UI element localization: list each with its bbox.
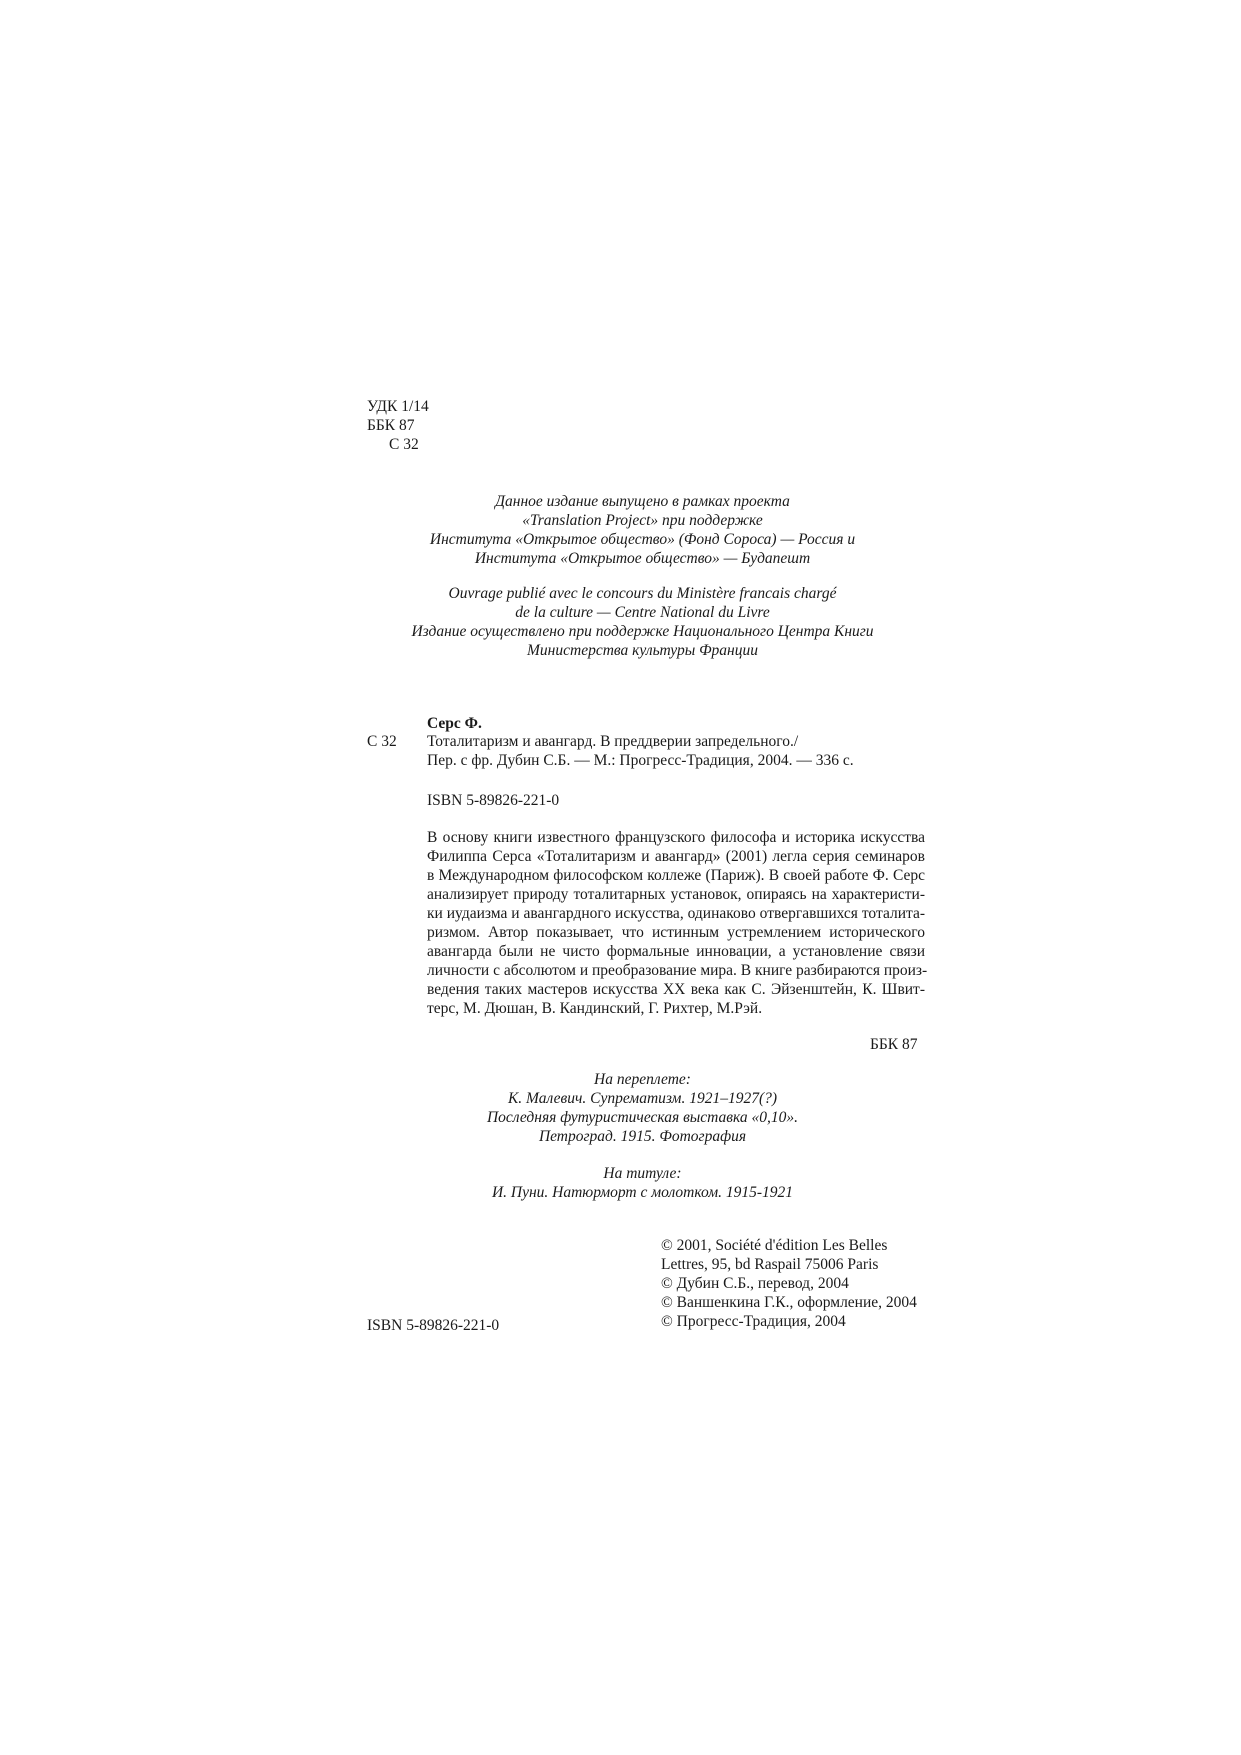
support-ru-line: Данное издание выпущено в рамках проекта (495, 493, 790, 510)
bbk-code: ББК 87 (367, 417, 415, 434)
abstract-line: Филиппа Серса «Тоталитаризм и авангард» (2001) легла серия семинаров (427, 848, 925, 865)
isbn-bottom: ISBN 5-89826-221-0 (367, 1317, 500, 1334)
abstract-line: ки иудаизма и авангардного искусства, одинаково отвергавшихся тоталита- (427, 905, 925, 922)
copyright-line: Lettres, 95, bd Raspail 75006 Paris (661, 1256, 879, 1273)
abstract-line: ведения таких мастеров искусства XX века как С. Эйзенштейн, К. Швит- (427, 981, 925, 998)
abstract-line: личности с абсолютом и преобразование мира. В книге разбираются произ- (427, 962, 928, 979)
abstract-line: в Международном философском коллеже (Париж). В своей работе Ф. Серс (427, 867, 925, 884)
abstract-line: ризмом. Автор показывает, что истинным устремлением исторического (427, 924, 925, 941)
cover-credit-line: Петроград. 1915. Фотография (538, 1128, 747, 1145)
cover-credit-line: К. Малевич. Супрематизм. 1921–1927(?) (507, 1090, 778, 1107)
support-fr-line: Издание осуществлено при поддержке Национального Центра Книги (411, 623, 874, 640)
cover-credit-line: Последняя футуристическая выставка «0,10». (486, 1109, 799, 1126)
abstract-line: терс, М. Дюшан, В. Кандинский, Г. Рихтер, М.Рэй. (427, 1000, 763, 1017)
biblio-line: Тоталитаризм и авангард. В преддверии запредельного./ (427, 733, 799, 750)
copyright-notices (661, 1236, 917, 1331)
title-credit-heading: На титуле: (603, 1165, 682, 1182)
support-fr-line: Министерства культуры Франции (527, 642, 758, 659)
catalog-isbn: ISBN 5-89826-221-0 (427, 792, 560, 809)
catalog-bibliographic-description (427, 732, 854, 770)
cover-credit (367, 1070, 918, 1146)
catalog-author: Серс Ф. (427, 715, 482, 732)
copyright-line: © Дубин С.Б., перевод, 2004 (661, 1275, 849, 1292)
catalog-bbk: ББК 87 (870, 1036, 918, 1053)
abstract-line: авангарда были не чисто формальные инновации, а установление связи (427, 943, 925, 960)
support-fr-line: Ouvrage publié avec le concours du Ministère francais chargé (448, 585, 837, 602)
copyright-line: © Прогресс-Традиция, 2004 (661, 1313, 846, 1330)
support-notice-fr (367, 584, 918, 660)
cutter-code: С 32 (389, 436, 419, 453)
copyright-line: © 2001, Société d'édition Les Belles (661, 1237, 888, 1254)
catalog-cutter: С 32 (367, 733, 397, 750)
cover-credit-heading: На переплете: (594, 1071, 691, 1088)
copyright-line: © Ваншенкина Г.К., оформление, 2004 (661, 1294, 917, 1311)
udk-code: УДК 1/14 (367, 398, 429, 415)
support-ru-line: «Translation Project» при поддержке (522, 512, 763, 529)
support-notice-ru (367, 492, 918, 568)
biblio-line: Пер. с фр. Дубин С.Б. — М.: Прогресс-Традиция, 2004. — 336 с. (427, 752, 854, 769)
title-credit (367, 1164, 918, 1202)
abstract-line: анализирует природу тоталитарных установок, опираясь на характеристи- (427, 886, 925, 903)
support-ru-line: Института «Открытое общество» (Фонд Сороса) — Россия и (429, 531, 856, 548)
abstract-line: В основу книги известного французского философа и историка искусства (427, 829, 925, 846)
support-fr-line: de la culture — Centre National du Livre (515, 604, 770, 621)
title-credit-line: И. Пуни. Натюрморт с молотком. 1915-1921 (491, 1184, 794, 1201)
support-ru-line: Института «Открытое общество» — Будапешт (474, 550, 811, 567)
catalog-abstract (427, 828, 928, 1018)
classification-codes (367, 397, 429, 454)
